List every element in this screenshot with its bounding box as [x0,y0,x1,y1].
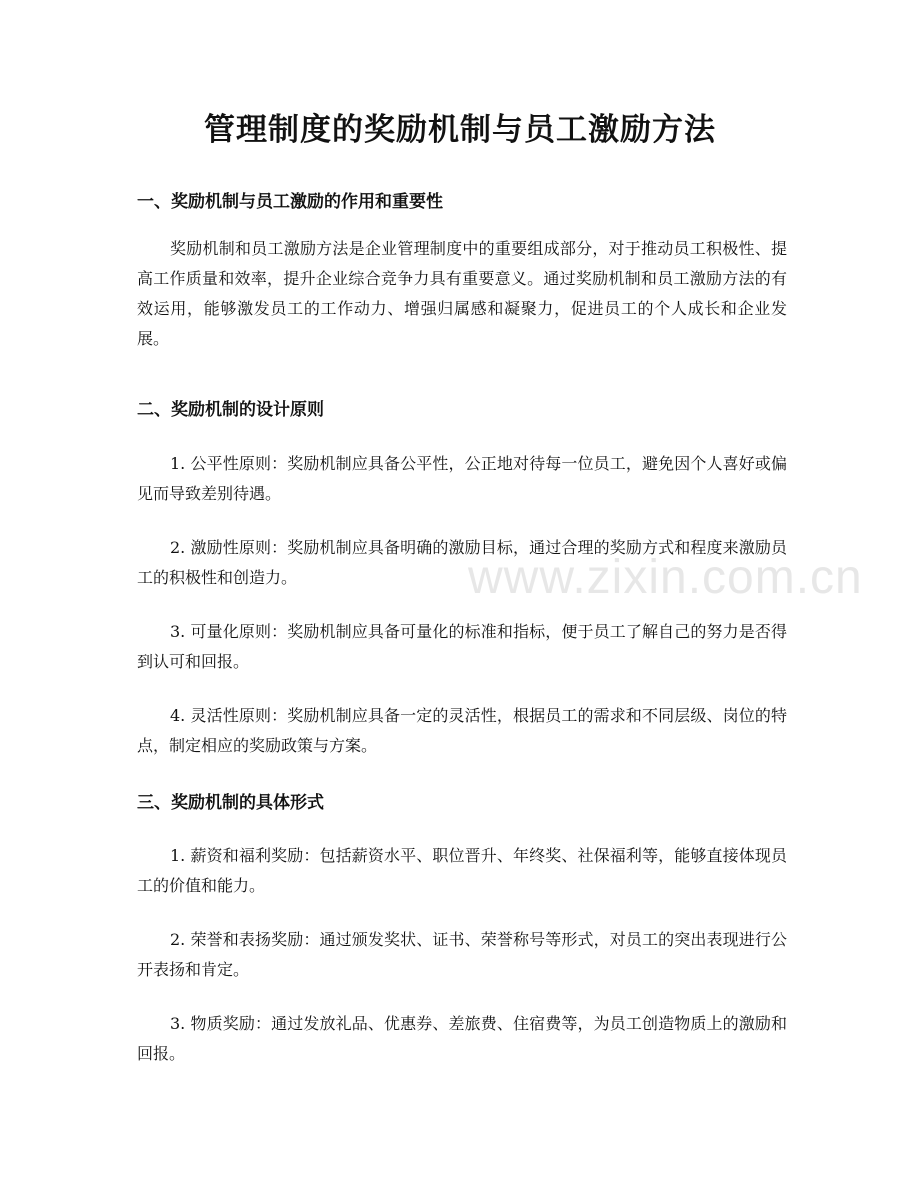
document-title: 管理制度的奖励机制与员工激励方法 [204,112,716,148]
form-salary-benefits: 1. 薪资和福利奖励：包括薪资水平、职位晋升、年终奖、社保福利等，能够直接体现员工的价值和能力。 [137,846,787,895]
principle-motivation: 2. 激励性原则：奖励机制应具备明确的激励目标，通过合理的奖励方式和程度来激励员工的积极性和创造力。 [137,538,787,587]
section-heading-2: 二、奖励机制的设计原则 [137,400,324,420]
watermark: www.zixin.com.cn [468,551,863,604]
principle-flexibility: 4. 灵活性原则：奖励机制应具备一定的灵活性，根据员工的需求和不同层级、岗位的特点，制定相应的奖励政策与方案。 [137,706,787,755]
principle-fairness: 1. 公平性原则：奖励机制应具备公平性，公正地对待每一位员工，避免因个人喜好或偏见而导致差别待遇。 [137,454,787,503]
form-material-reward: 3. 物质奖励：通过发放礼品、优惠券、差旅费、住宿费等，为员工创造物质上的激励和回报。 [137,1014,787,1063]
form-honor-praise: 2. 荣誉和表扬奖励：通过颁发奖状、证书、荣誉称号等形式，对员工的突出表现进行公开表扬和肯定。 [137,930,787,979]
section-heading-3: 三、奖励机制的具体形式 [137,793,324,813]
principle-quantifiable: 3. 可量化原则：奖励机制应具备可量化的标准和指标，便于员工了解自己的努力是否得到认可和回报。 [137,622,787,671]
section-heading-1: 一、奖励机制与员工激励的作用和重要性 [137,192,443,212]
section-1-paragraph-1: 奖励机制和员工激励方法是企业管理制度中的重要组成部分，对于推动员工积极性、提高工作质量和效率，提升企业综合竞争力具有重要意义。通过奖励机制和员工激励方法的有效运用，能够激发员工的工作动力、增强归属感和凝聚力，促进员工的个人成长和企业发展。 [137,239,787,348]
